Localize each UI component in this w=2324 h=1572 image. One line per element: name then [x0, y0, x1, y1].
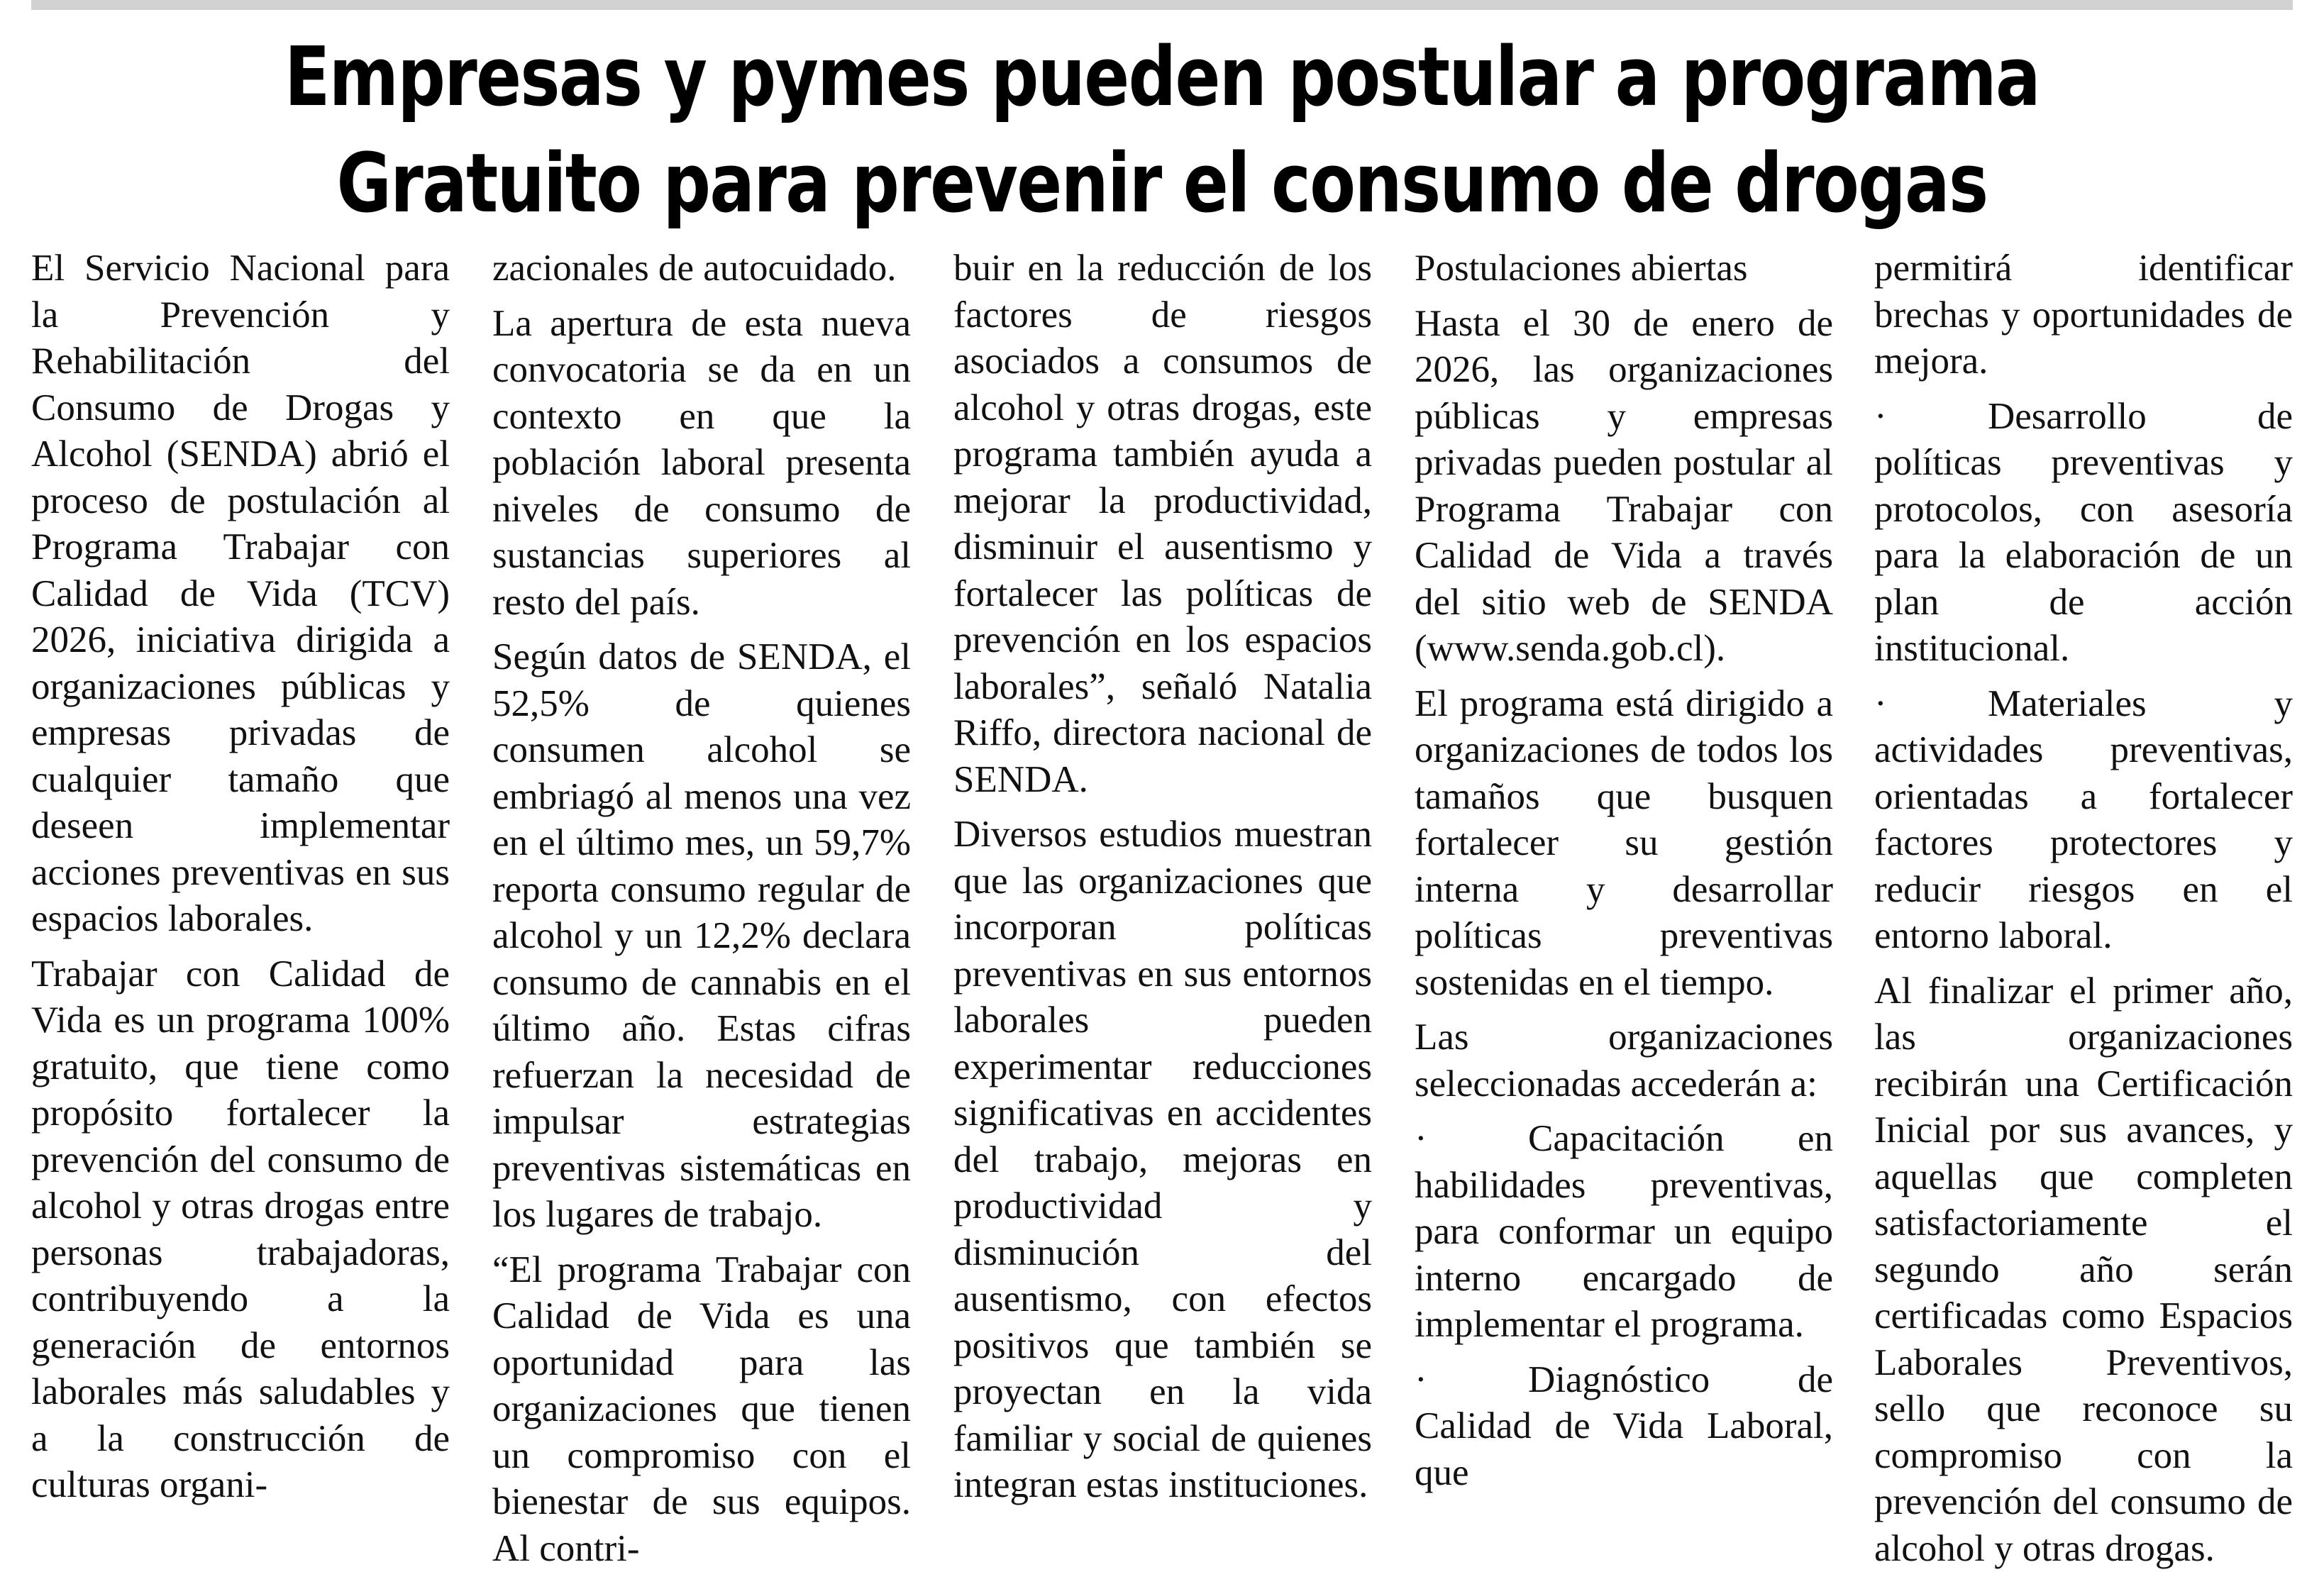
- bullet-text: Diagnóstico de Calidad de Vida Laboral, que: [1415, 1359, 1833, 1493]
- bullet-item: [1415, 1357, 1833, 1497]
- column-2: [492, 245, 911, 1444]
- paragraph: Al finalizar el primer año, las organizaciones recibirán una Certificación Inicial por sus avances, y aquellas que completen satisfactoriamente el segundo año serán certificadas como Espacios Laborales Preventivos, sello que reconoce su compromiso con la prevención del consumo de alcohol y otras drogas.: [1874, 968, 2293, 1572]
- bullet-item: [1874, 681, 2293, 960]
- headline: [31, 24, 2293, 237]
- bullet-text: Desarrollo de políticas preventivas y protocolos, con asesoría para la elaboración de un plan de acción institucional.: [1874, 396, 2293, 670]
- bullet-marker: ·: [1415, 1357, 1528, 1404]
- subheading: Postulaciones abiertas: [1415, 245, 1833, 292]
- bullet-text: Capacitación en habilidades preventivas, para conformar un equipo interno encargado de implementar el programa.: [1415, 1118, 1833, 1345]
- paragraph: buir en la reducción de los factores de riesgos asociados a consumos de alcohol y otras drogas, este programa también ayuda a mejorar la productividad, disminuir el ausentismo y fortalecer las políticas de prevención en los espacios laborales”, señaló Natalia Riffo, directora nacional de SENDA.: [953, 245, 1372, 803]
- paragraph: zacionales de autocuidado.: [492, 245, 911, 292]
- bullet-item: [1874, 394, 2293, 672]
- bullet-marker: ·: [1874, 394, 1988, 441]
- bullet-marker: ·: [1874, 681, 1988, 728]
- bullet-text: Materiales y actividades preventivas, orientadas a fortalecer factores protectores y reducir riesgos en el entorno laboral.: [1874, 683, 2293, 957]
- paragraph: El Servicio Nacional para la Prevención y Rehabilitación del Consumo de Drogas y Alcohol (SENDA) abrió el proceso de postulación al Programa Trabajar con Calidad de Vida (TCV) 2026, iniciativa dirigida a organizaciones públicas y empresas privadas de cualquier tamaño que deseen implementar acciones preventivas en sus espacios laborales.: [31, 245, 450, 943]
- paragraph: Según datos de SENDA, el 52,5% de quienes consumen alcohol se embriagó al menos una vez en el último mes, un 59,7% reporta consumo regular de alcohol y un 12,2% declara consumo de cannabis en el último año. Estas cifras refuerzan la necesidad de impulsar estrategias preventivas sistemáticas en los lugares de trabajo.: [492, 634, 911, 1239]
- column-1: [31, 245, 450, 1444]
- paragraph: La apertura de esta nueva convocatoria se da en un contexto en que la población laboral presenta niveles de consumo de sustancias superiores al resto del país.: [492, 301, 911, 626]
- paragraph: Las organizaciones seleccionadas accederán a:: [1415, 1014, 1833, 1107]
- column-5: [1874, 245, 2293, 1444]
- headline-line-2: Gratuito para prevenir el consumo de drogas: [235, 131, 2089, 237]
- column-3: [953, 245, 1372, 1444]
- top-rule: [31, 0, 2293, 10]
- paragraph: Diversos estudios muestran que las organizaciones que incorporan políticas preventivas en sus entornos laborales pueden experimentar reducciones significativas en accidentes del trabajo, mejoras en productividad y disminución del ausentismo, con efectos positivos que también se proyectan en la vida familiar y social de quienes integran estas instituciones.: [953, 812, 1372, 1509]
- bullet-item: [1415, 1116, 1833, 1349]
- paragraph: “El programa Trabajar con Calidad de Vida es una oportunidad para las organizaciones que tienen un compromiso con el bienestar de sus equipos. Al contri-: [492, 1247, 911, 1572]
- bullet-marker: ·: [1415, 1116, 1528, 1163]
- paragraph: El programa está dirigido a organizaciones de todos los tamaños que busquen fortalecer su gestión interna y desarrollar políticas preventivas sostenidas en el tiempo.: [1415, 681, 1833, 1007]
- paragraph: Trabajar con Calidad de Vida es un programa 100% gratuito, que tiene como propósito fortalecer la prevención del consumo de alcohol y otras drogas entre personas trabajadoras, contribuyendo a la generación de entornos laborales más saludables y a la construcción de culturas organi-: [31, 951, 450, 1509]
- article-body: [31, 245, 2293, 1444]
- headline-line-1: Empresas y pymes pueden postular a programa: [235, 24, 2089, 131]
- paragraph: Hasta el 30 de enero de 2026, las organizaciones públicas y empresas privadas pueden postular al Programa Trabajar con Calidad de Vida a través del sitio web de SENDA (www.senda.gob.cl).: [1415, 301, 1833, 672]
- paragraph: permitirá identificar brechas y oportunidades de mejora.: [1874, 245, 2293, 385]
- column-4: [1415, 245, 1833, 1444]
